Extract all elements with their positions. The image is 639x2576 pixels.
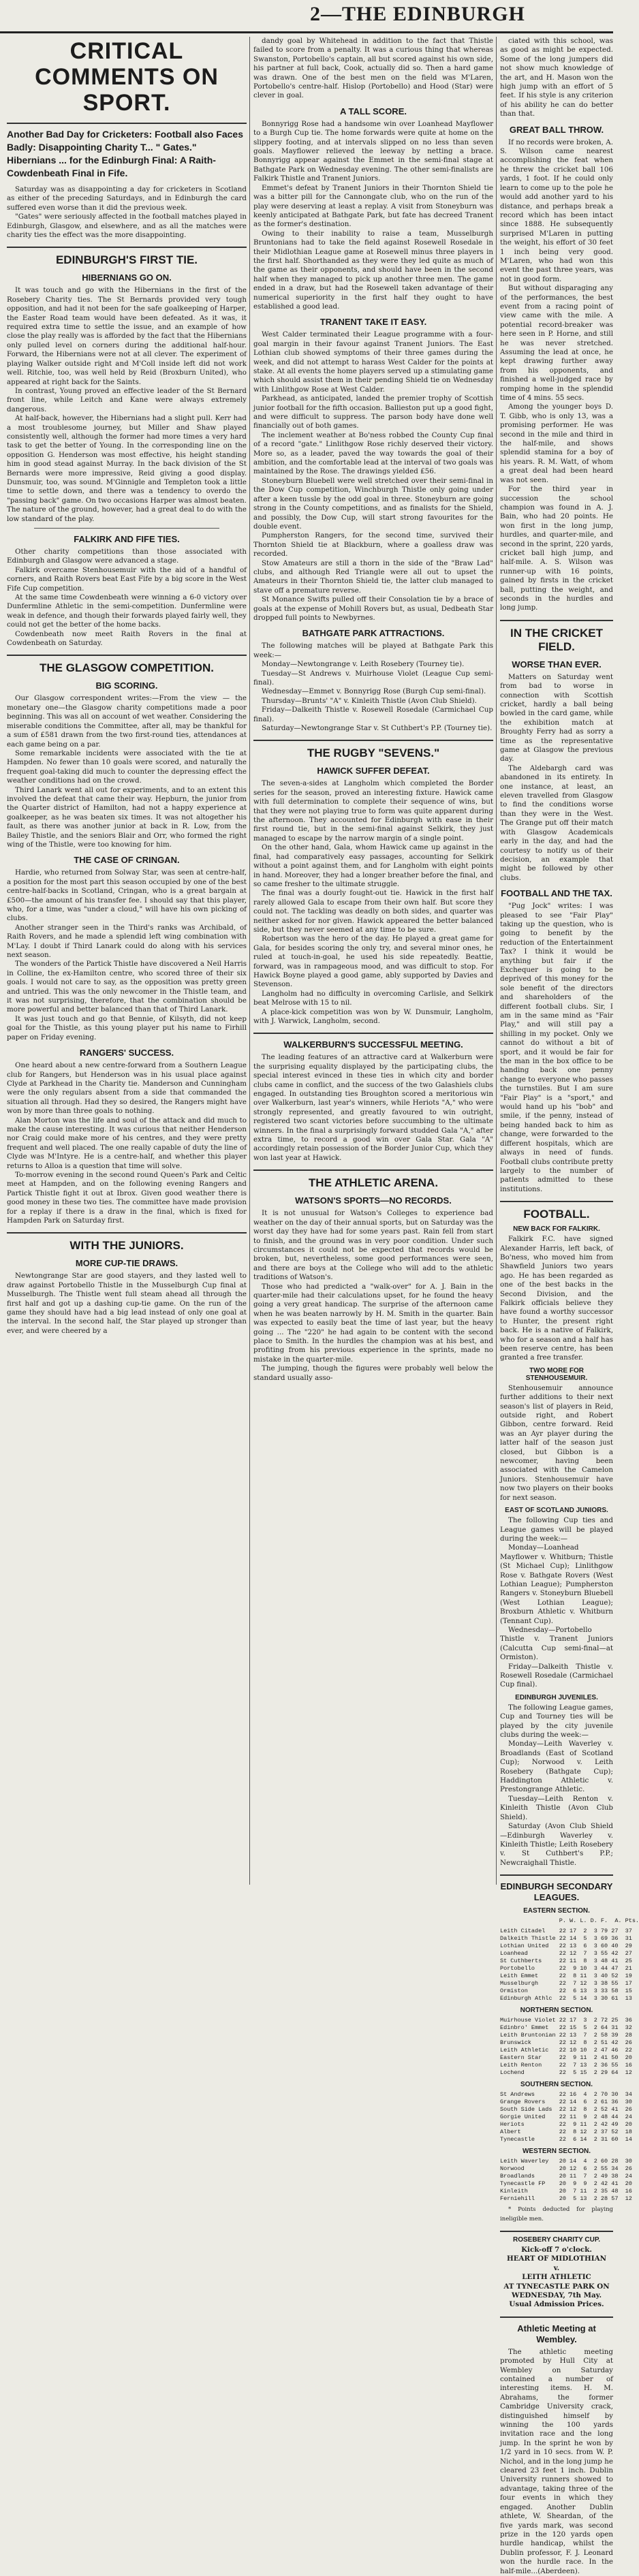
section-rule	[7, 1232, 247, 1234]
league-section-label: EASTERN SECTION.	[523, 1907, 590, 1915]
article-paragraph: Wednesday—Emmet v. Bonnyrigg Rose (Burgh Cup semi-final).	[262, 687, 486, 696]
article-body	[7, 868, 247, 1042]
article-paragraph: The following Cup ties and League games will be played during the week:—	[500, 1516, 613, 1543]
article-paragraph: To-morrow evening in the second round Queen's Park and Celtic meet at Hampden, and on the following evening Rangers and Partick Thistle fight it out at Ibrox. Given good weather there is good money in these two ties. The committee have made provision for a replay if there is a draw in the final, which is fixed for Hampden Park on Saturday first.	[7, 1170, 247, 1225]
section-heading: WITH THE JUNIORS.	[69, 1239, 184, 1253]
league-table	[500, 1928, 632, 2002]
article-body	[7, 548, 247, 648]
article-paragraph: The jumping, though the figures were probably well below the standard usually asso-	[253, 1364, 493, 1382]
article-paragraph: Falkirk F.C. have signed Alexander Harris, left back, of Bo'ness, who moved him from Shawfield Juniors two years ago. He has been regarded as one of the best backs in the Second Division, and the Falkirk officials believe they have found a worthy successor to Hunter, the present right back. He is a native of Falkirk, who for a season and a half has been reserve centre, has been granted a free transfer.	[500, 1235, 613, 1362]
section-heading: FALKIRK AND FIFE TIES.	[74, 534, 180, 544]
article-body	[7, 1061, 247, 1225]
section-rule	[34, 528, 219, 529]
league-row: Lothian United 22 13 6 3 60 40 29	[500, 1943, 632, 1950]
section-subheading: BIG SCORING.	[95, 680, 158, 691]
league-row: Tynecastle FP 20 9 9 2 42 41 20	[500, 2180, 632, 2188]
article-paragraph: The following League games, Cup and Tourney ties will be played by the city juvenile clubs during the week:—	[500, 1703, 613, 1740]
section-subheading: WORSE THAN EVER.	[512, 659, 602, 670]
section-heading: EDINBURGH'S FIRST TIE.	[55, 253, 198, 267]
article-paragraph: Hardie, who returned from Solway Star, was seen at centre-half, a position for the most part this season occupied by one of the best centre-half-backs in Scotland, Cringan, who is a great bargain at £500—the amount of his transfer fee. I should say that this player, who, for a time, was "under a cloud," will have his own picking of clubs.	[7, 868, 247, 923]
article-paragraph: Cowdenbeath now meet Raith Rovers in the final at Cowdenbeath on Saturday.	[7, 629, 247, 648]
article-paragraph: Monday—Newtongrange v. Leith Rosebery (Tourney tie).	[262, 660, 465, 669]
section-heading: FOOTBALL.	[523, 1208, 590, 1221]
section-rule	[500, 620, 613, 621]
league-row: Leith Athletic 22 10 10 2 47 46 22	[500, 2047, 632, 2054]
headline: CRITICAL COMMENTS ON SPORT.	[35, 38, 219, 116]
article-body	[253, 1209, 493, 1383]
section-subheading: NEW BACK FOR FALKIRK.	[513, 1225, 600, 1234]
section-subheading: THE CASE OF CRINGAN.	[74, 855, 180, 866]
article-paragraph: On the other hand, Gala, whom Hawick came up against in the final, had comparatively easy passages, accounting for Selkirk without a point against them, and for Langholm with eight points in hand. Moreover, they had a longer breather before the final, and so came fresher to the ultimate struggle.	[253, 843, 493, 888]
article-paragraph: Wednesday—Portobello Thistle v. Tranent Juniors (Calcutta Cup semi-final—at Ormiston).	[500, 1625, 613, 1662]
article-paragraph: Robertson was the hero of the day. He played a great game for Gala, for besides scoring the only try, and several minor ones, he ruled at touch-in-goal, he used his side repeatedly. Beattie, forward, was in rampageous mood, and was difficult to stop. For Hawick Boyne played a good game, ably supported by Davies and Stevenson.	[253, 934, 493, 989]
advert-body	[500, 2246, 613, 2310]
league-row: Kinleith 20 7 11 2 35 48 16	[500, 2188, 632, 2195]
article-paragraph: Stenhousemuir announce further additions to their next season's list of players in Reid, outside right, and Robert Gibbon, centre forward. Reid was an Ayr player during the latter half of the season just closed, but Gibbon is a newcomer, having been associated with the Camelon Juniors. Stenhousemuir have now two players on their books for next season.	[500, 1383, 613, 1502]
article-paragraph: Tuesday—Leith Renton v. Kinleith Thistle (Avon Club Shield).	[500, 1794, 613, 1821]
league-row: Loanhead 22 12 7 3 55 42 27	[500, 1950, 632, 1958]
league-row: Albert 22 8 12 2 37 52 18	[500, 2129, 632, 2136]
article-body	[500, 1384, 613, 1503]
league-row: Heriots 22 9 11 2 42 49 20	[500, 2121, 632, 2129]
league-table	[500, 2017, 632, 2077]
article-paragraph: "Gates" were seriously affected in the football matches played in Edinburgh, Glasgow, and elsewhere, and as all the matches were charity ties the effect was the more disappointing.	[7, 213, 247, 240]
section-heading: THE ATHLETIC ARENA.	[308, 1176, 439, 1190]
section-heading: THE GLASGOW COMPETITION.	[40, 661, 214, 675]
article-paragraph: Emmet's defeat by Tranent Juniors in their Thornton Shield tie was a bitter pill for the Cannongate club, who on the run of the play were deserving at least a replay. A visit from Stoneyburn was keenly anticipated at Bathgate Park, but fate has decreed Tranent as the former's destination.	[253, 183, 493, 229]
section-subheading: BATHGATE PARK ATTRACTIONS.	[302, 628, 445, 639]
section-subheading: HIBERNIANS GO ON.	[82, 272, 172, 283]
article-paragraph: If no records were broken, A. S. Wilson came nearest accomplishing the feat when he threw the cricket ball 106 yards, 1 foot. If he could only learn to come up to the pole he would add another yard to his distance, and perhaps break a record which has been intact since 1888. He subsequently surprised M'Laren in putting the weight, his effort of 30 feet 1 inch being very good. M'Laren, who had won this event the past three years, was not in good form.	[500, 138, 613, 283]
article-paragraph: Bonnyrigg Rose had a handsome win over Loanhead Mayflower to a Burgh Cup tie. The home forwards were quite at home on the slippery footing, and at intervals slipped on no less than seven goals. Mayflower relieved the leeway by netting a brace. Bonnyrigg appear against the Emmet in the semi-final stage at Bathgate Park on Wednesday evening. The other semi-finalists are Falkirk Thistle and Tranent Juniors.	[253, 119, 493, 183]
league-row: South Side Lads 22 12 8 2 52 41 26	[500, 2106, 632, 2114]
article-paragraph: Third Lanark went all out for experiments, and to an extent this involved the defeat that came their way. Hepburn, the junior from the Quarter district of Hamilton, had not a happy experience at goalkeeper, as he was beaten six times. It was not altogether his fault, as there was another junior at back in R. Low, from the Bailey Thistle, and the seniors Blair and Orr, who formed the right wing of the Thistle, were too knowing for him.	[7, 785, 247, 849]
section-rule	[7, 655, 247, 656]
column-1	[7, 37, 247, 1885]
league-row: Ormiston 22 6 13 3 33 58 15	[500, 1988, 632, 1995]
article-body	[253, 779, 493, 1026]
article-paragraph: Saturday—Newtongrange Star v. St Cuthbert's P.P. (Tourney tie).	[262, 724, 493, 733]
league-row: Leith Emmet 22 8 11 3 40 52 19	[500, 1973, 632, 1980]
section-heading: THE RUGBY "SEVENS."	[307, 747, 440, 760]
section-heading: FOOTBALL AND THE TAX.	[501, 888, 612, 899]
section-heading: IN THE CRICKET FIELD.	[510, 626, 603, 653]
article-body	[7, 286, 247, 524]
article-paragraph: A place-kick competition was won by W. Dunsmuir, Langholm, with J. Warwick, Langholm, second.	[253, 1007, 493, 1025]
league-table	[500, 2158, 632, 2203]
section-rule	[500, 2231, 613, 2232]
article-paragraph: Thursday—Brunts' "A" v. Kinleith Thistle (Avon Club Shield).	[262, 696, 477, 705]
article-paragraph: Our Glasgow correspondent writes:—From the view — the monetary one—the Glasgow charity competitions made a poor beginning. This was all on account of wet weather. Considering the miserable conditions the Committee, after all, may be thankful for a sum of £581 drawn from the two first-round ties, attendances at each game being on a par.	[7, 694, 247, 749]
league-row: St Cuthberts 22 11 8 3 48 41 25	[500, 1958, 632, 1965]
section-subheading: GREAT BALL THROW.	[509, 124, 604, 135]
article-body	[7, 185, 247, 240]
article-paragraph: West Calder terminated their League programme with a four-goal margin in their favour against Tranent Juniors. The East Lothian club showed symptoms of their three games during the week, and did not attempt to harass West Calder for the points at stake. At all events the home players served up a stimulating game which should assist them in their pending Shield tie on Wednesday with Linlithgow Rose at West Calder.	[253, 330, 493, 394]
league-row: Leith Bruntonian 22 13 7 2 58 39 28	[500, 2032, 632, 2039]
article-paragraph: Monday—Loanhead Mayflower v. Whitburn; Thistle (St Michael Cup); Linlithgow Rose v. Bathgate Rovers (West Lothian League); Pumpherston Rangers v. Stoneyburn Bluebell (West Lothian League); Broxburn Athletic v. Whitburn (Tennant Cup).	[500, 1543, 613, 1625]
article-paragraph: At half-back, however, the Hibernians had a slight pull. Kerr had a most troublesome journey, but Miller and Shaw played consistently well, although the former had more times a very hard task to get the better of Young. In the corresponding line on the opposition G. Henderson was most effective, his height standing him in good stead against Murray. In the back division of the St Bernards were more impressive, Reid giving a good display. Dunsmuir, too, was sound. M'Ginnigle and Templeton took a little time to settle down, and there was a tendency to overdo the "passing back" game. On two occasions Harper was almost beaten. The nature of the ground, however, had a great deal to do with the low standard of the play.	[7, 414, 247, 523]
article-paragraph: One heard about a new centre-forward from a Southern League club for Rangers, but Henderson was in his usual place against Clyde at Parkhead in the Charity tie. Manderson and Cunningham were the only regulars absent from a side that commanded the situation all through. Had they so desired, the Rangers might have won by more than three goals to nothing.	[7, 1061, 247, 1116]
section-rule	[253, 1169, 493, 1171]
section-rule	[253, 1033, 493, 1034]
column-3	[500, 37, 639, 2575]
article-paragraph: Parkhead, as anticipated, landed the premier trophy of Scottish junior football for the fifth occasion. Ballieston put up a good fight, and were difficult to suppress. The parson body have done well financially out of both games.	[253, 394, 493, 430]
article-paragraph: Friday—Dalkeith Thistle v. Rosewell Rosedale (Carmichael Cup final).	[253, 706, 493, 723]
article-paragraph: The leading features of an attractive card at Walkerburn were the surprising equality displayed by the participating clubs, the special interest evinced in these ties in which city and border clubs came in conflict, and the success of the two Galashiels clubs engaged. In outstanding ties Broughton scored a meritorious win over Walkerburn, last year's winners, while Heriots "A," who were strongly represented, and greatly favoured to win outright, registered two scant victories before succumbing to the ultimate winners. In the final a surprisingly forward studded Gala "A," after extra time, to record a good win over Gala Star. Gala "A" accordingly retain possession of the Border Junior Cup, which they won last year at Hawick.	[253, 1053, 493, 1162]
article-body	[7, 1272, 247, 1336]
league-row: Edinbro' Emmet 22 15 5 2 64 31 32	[500, 2024, 632, 2032]
league-row: Eastern Star 22 9 11 2 41 50 20	[500, 2054, 632, 2062]
league-row: Broadlands 20 11 7 2 49 38 24	[500, 2173, 632, 2180]
article-body	[500, 902, 613, 1194]
article-paragraph: Tuesday—St Andrews v. Muirhouse Violet (League Cup semi-final).	[253, 669, 493, 687]
league-row: St Andrews 22 16 4 2 70 30 34	[500, 2091, 632, 2099]
article-paragraph: It is not unusual for Watson's Colleges to experience bad weather on the day of their annual sports, but on Saturday was the worst day they have had for some years past. Rain fell from start to finish, and the ground was in very poor condition. Under such circumstances it could not be expected that records would be broken, but, nevertheless, some good performances were seen, and there are boys at the College who will add to the athletic traditions of Watson's.	[253, 1209, 493, 1282]
article-paragraph: Some remarkable incidents were associated with the tie at Hampden. No fewer than 10 goals were scored, and naturally the frequent goal-taking did much to counter the depressing effect the weather conditions had on the crowd.	[7, 749, 247, 785]
article-body	[500, 673, 613, 883]
article-paragraph: Saturday was as disappointing a day for cricketers in Scotland as either of the preceding Saturdays, and in Edinburgh the card suffered even worse than it did the previous week.	[7, 185, 247, 212]
league-note: * Points deducted for playing ineligible men.	[500, 2206, 613, 2222]
section-rule	[500, 1201, 613, 1202]
article-body	[500, 1516, 613, 1690]
article-paragraph: The seven-a-sides at Langholm which completed the Border series for the season, proved an interesting fixture. Hawick came with full determination to complete their sequence of wins, but that they were not playing true to form was quite apparent during the afternoon. They accounted for Edinburgh with ease in their first round tie, but in the semi-final against Selkirk, they just managed to escape by the narrow margin of a single point.	[253, 779, 493, 843]
article-paragraph: Stoneyburn Bluebell were well stretched over their semi-final in the Dow Cup competition, Winchburgh Thistle only going under after a keen tussle by the odd goal in three. Stoneyburn are going strong in the County competitions, and as finalists for the Shield, and possibly, the Dow Cup, will start strong favourites for the double event.	[253, 476, 493, 531]
article-paragraph: Those who had predicted a "walk-over" for A. J. Bain in the quarter-mile had their calculations upset, for he found the heavy going a very great handicap. The surprise of the afternoon came when he was beaten narrowly by H. M. Smith in the quarter. Bain was expected to easily beat the time of last year, but the heavy going ... The "220" he had again to be content with the second place to Smith. In the hurdles the champion was at his best, and profiting from his previous experience in the sprints, made no mistake in the quarter-mile.	[253, 1282, 493, 1364]
advert-line: v.	[553, 2263, 560, 2272]
section-subheading: WATSON'S SPORTS—NO RECORDS.	[295, 1195, 452, 1206]
league-row: Norwood 20 12 6 2 55 34 26	[500, 2165, 632, 2173]
article-body	[500, 2348, 613, 2576]
league-section-label: NORTHERN SECTION.	[520, 2007, 593, 2015]
article-paragraph: The following matches will be played at Bathgate Park this week:—	[253, 642, 493, 659]
league-section-label: SOUTHERN SECTION.	[520, 2081, 593, 2089]
masthead-rule	[0, 31, 613, 33]
league-row: Muirhouse Violet 22 17 3 2 72 25 36	[500, 2017, 632, 2024]
section-subheading: RANGERS' SUCCESS.	[79, 1048, 174, 1058]
section-subheading: HAWICK SUFFER DEFEAT.	[317, 766, 430, 776]
section-subheading: TWO MORE FOR STENHOUSEMUIR.	[525, 1366, 588, 1382]
league-row: Leith Renton 22 7 13 2 36 55 16	[500, 2062, 632, 2069]
article-paragraph: St Monance Swifts pulled off their Consolation tie by a brace of goals at the expense of Mohill Rovers but, as usual, Dedbeath Star dropped full points to Newbyrnes.	[253, 595, 493, 622]
league-row: Tynecastle 22 6 14 2 31 60 14	[500, 2136, 632, 2143]
section-heading: Athletic Meeting at Wembley.	[517, 2323, 596, 2344]
advert-line: HEART OF MIDLOTHIAN	[506, 2255, 607, 2263]
article-body	[500, 1703, 613, 1868]
league-row: Lochend 22 5 15 2 29 64 12	[500, 2069, 632, 2077]
article-paragraph: But without disparaging any of the performances, the best event from a racing point of view came with the mile. A potential record-breaker was here seen in P. Horne, and still he was never stretched. Assuming the lead at once, he kept drawing further away from his opponents, and finished a well-judged race by romping home in the splendid time of 4 mins. 55 secs.	[500, 284, 613, 403]
section-heading: WALKERBURN'S SUCCESSFUL MEETING.	[283, 1039, 463, 1050]
fixture-list	[253, 660, 493, 733]
article-body	[253, 120, 493, 312]
section-rule	[500, 1874, 613, 1876]
section-rule	[253, 740, 493, 741]
article-paragraph: Langholm had no difficulty in overcoming Carlisle, and Selkirk beat Melrose with 15 to nil.	[253, 989, 493, 1007]
article-paragraph: The Aldebargh card was abandoned in its entirety. In one instance, at least, an eleven travelled from Glasgow to find the conditions worse than they were in the West. The Grange put off their match with Glasgow Academicals early in the day, and had the courtesy to notify us of their decision, an example that might be followed by other clubs.	[500, 764, 613, 882]
column-2	[253, 37, 493, 1885]
article-body	[7, 694, 247, 849]
article-paragraph: ciated with this school, was as good as might be expected. Some of the long jumpers did not show much knowledge of the art, and H. Mason won the high jump with an effort of 5 feet. If his style is any criterion of his ability he can do better than that.	[500, 37, 613, 119]
section-heading: EDINBURGH JUVENILES.	[515, 1693, 598, 1701]
article-paragraph: The athletic meeting promoted by Hull City at Wembley on Saturday contained a number of interesting items. H. M. Abrahams, the former Cambridge University crack, distinguished himself by winning the 100 yards invitation race and the long jump. In the sprint he won by 1/2 yard in 10 secs. from W. P. Nichol, and in the long jump he cleared 23 feet 1 inch. Dublin University runners showed to advantage, taking three of the four events in which they engaged. Another Dublin athlete, W. Sheardan, of the five yards mark, was second prize in the 120 yards open hurdle handicap, whilst the Dublin professor, F. J. Leonard won the hurdle race. In the half-mile...(Aberdeen).	[500, 2347, 613, 2575]
article-paragraph: It was just touch and go that Bennie, of Kilsyth, did not keep goal for the Thistle, as this young player put his name to Firhill paper on Friday evening.	[7, 1014, 247, 1041]
article-paragraph: At the same time Cowdenbeath were winning a 6-0 victory over Dunfermline Athletic in the semi-competition. Dunfermline were weak in defence, and though their forwards played fairly well, they could not get the better of the home backs.	[7, 593, 247, 629]
league-row: Edinburgh Athlc 22 5 14 3 30 61 13	[500, 1995, 632, 2002]
advert-line: Kick-off 7 o'clock.	[521, 2245, 592, 2254]
advert-line: AT TYNECASTLE PARK ON WEDNESDAY, 7th May.	[503, 2282, 610, 2299]
article-paragraph: Matters on Saturday went from bad to worse in connection with Scottish cricket, hardly a ball being bowled in the card game, while the exhibition match at Broughty Ferry had as sorry a time as the representative game at Glasgow the previous day.	[500, 672, 613, 764]
section-heading: EAST OF SCOTLAND JUNIORS.	[505, 1507, 608, 1515]
article-paragraph: The wonders of the Partick Thistle have discovered a Neil Harris in Colline, the ex-Hamilton centre, who scored three of their six goals. I would not care to say, as the opposition was pretty green and untried. This was the only newcomer in the Thistle team, and it was not surprising, therefore, that the combination should be more powerful and better balanced than that of Third Lanark.	[7, 960, 247, 1014]
league-table	[500, 2091, 632, 2143]
article-paragraph: In contrast, Young proved an effective leader of the St Bernard front line, while Leitch and Kane were always extremely dangerous.	[7, 386, 247, 413]
article-paragraph: dandy goal by Whitehead in addition to the fact that Thistle failed to score from a penalty. It was a curious thing that whereas Swanston, Portobello's captain, all but scored against his own side, his partner at full back, Cook, actually did so. Then a hard game was drawn. One of the best men on the field was M'Laren, Portobello's centre-half. Hislop (Portobello) and Hood (Star) were clever in goal.	[253, 37, 493, 100]
league-row: Leith Citadel 22 17 2 3 79 27 37	[500, 1928, 632, 1935]
article-body	[500, 138, 613, 613]
article-paragraph: Monday—Leith Waverley v. Broadlands (East of Scotland Cup); Norwood v. Leith Rosebery (Bathgate Cup); Haddington Athletic v. Prestongrange Athletic.	[500, 1740, 613, 1794]
advert-heading: ROSEBERY CHARITY CUP.	[513, 2235, 600, 2244]
headline-rule	[7, 123, 247, 124]
league-row: Dalkeith Thistle 22 14 5 3 69 36 31	[500, 1935, 632, 1943]
article-paragraph: Pumpherston Rangers, for the second time, survived their Thornton Shield tie at Blackburn, where a goalless draw was recorded.	[253, 531, 493, 559]
masthead: 2—THE EDINBURGH	[310, 3, 525, 25]
article-paragraph: Among the younger boys D. T. Gibb, who is only 13, was a promising performer. He was second in the mile and third in the half-mile, and shows splendid stamina for a boy of his years. R. M. Watt, of whom a great deal had been heard was not seen.	[500, 403, 613, 484]
article-body	[500, 37, 613, 119]
article-paragraph: The inclement weather at Bo'ness robbed the County Cup final of a record "gate." Linlithgow Rose richly deserved their victory. More so, as a leader, paved the way towards the goal of their ambition, and the comfortable lead at the interval of two goals was maintained by the Rose. The drawings yielded £56.	[253, 430, 493, 476]
column-divider	[496, 37, 497, 1885]
section-subheading: TRANENT TAKE IT EASY.	[320, 317, 427, 328]
section-subheading: A TALL SCORE.	[340, 106, 407, 116]
column-divider	[249, 37, 250, 1885]
section-rule	[7, 247, 247, 248]
article-paragraph: Another stranger seen in the Third's ranks was Archibald, of Raith Rovers, and he made a splendid left wing combination with M'Lay. I doubt if Third Lanark could do along with his services next season.	[7, 923, 247, 960]
article-body	[253, 1053, 493, 1163]
league-section-label: WESTERN SECTION.	[522, 2148, 591, 2156]
article-paragraph: Newtongrange Star are good stayers, and they lasted well to draw against Portobello Thistle in the Musselburgh Cup final at Musselburgh. The Thistle went full steam ahead all through the first half and got up a dashing cup-tie game. On the run of the game they should have had a big lead instead of only one goal at the interval. In the second half, the Star played up stronger than ever, and were cheered by a	[7, 1272, 247, 1335]
article-body	[253, 37, 493, 101]
league-row: Grange Rovers 22 14 6 2 61 36 30	[500, 2099, 632, 2106]
article-paragraph: It was touch and go with the Hibernians in the first of the Rosebery Charity ties. The St Bernards provided very tough opposition, and had it not been for the safe goalkeeping of Harper, the Easter Road team would have been defeated. As it was, it required extra time to settle the issue, and an example of how close the play really was is afforded by the fact that the Hibernians only pulled level on corners during the additional half-hour. Forward, the Hibernians were not at all clever. The experiment of playing Walker outside right and M'Coll inside left did not work well. Ritchie, too, was well held by Reid (Broxburn United), who appeared at right back for the Saints.	[7, 286, 247, 386]
article-paragraph: Saturday (Avon Club Shield—Edinburgh Waverley v. Kinleith Thistle; Leith Rosebery v. St Cuthbert's P.P.; Newcraighall Thistle.	[500, 1822, 613, 1867]
league-row: Ferniehill 20 5 13 2 28 57 12	[500, 2195, 632, 2203]
article-body	[253, 330, 493, 623]
article-body	[500, 1235, 613, 1363]
league-row: Brunswick 22 12 8 2 51 42 26	[500, 2039, 632, 2047]
article-paragraph: "Pug Jock" writes: I was pleased to see "Fair Play" taking up the question, who is going to benefit by the reduction of the Entertainment Tax? I think it would be anything but fair if the Exchequer is going to be deprived of this money for the sole benefit of the directors and shareholders of the different football clubs. Sir, I am in the same mind as "Fair Play," and will still pay a shilling in my pocket. Only we cannot do without a bit of sport, and it would be fair for the man in the box office to be handing back one penny change to everyone who passes the turnstiles. But I am sure "Fair Play" is a "sport," and would hand up his "bob" and smile, if the penny, instead of being handed back to him as change, were forwarded to the different hospitals, which are always in need of funds. Football clubs contribute pretty largely to the number of patients admitted to these institutions.	[500, 902, 613, 1193]
article-paragraph: Alan Morton was the life and soul of the attack and did much to make the cause interesting. It was curious that neither Henderson nor Craig could make more of his centres, and they were pretty frequent and well placed. The one really capable of duty the line of Clyde was M'Intyre. He is a centre-half, and whether this player returns to Alloa is a question that time will solve.	[7, 1116, 247, 1170]
advert-line: Usual Admission Prices.	[509, 2300, 604, 2309]
article-paragraph: Friday—Dalkeith Thistle v. Rosewell Rosedale (Carmichael Cup final).	[500, 1662, 613, 1689]
article-paragraph: Other charity competitions than those associated with Edinburgh and Glasgow were advanced a stage.	[7, 548, 247, 565]
league-row: Leith Waverley 20 14 4 2 60 28 30	[500, 2158, 632, 2165]
article-paragraph: Falkirk overcame Stenhousemuir with the aid of a handful of corners, and Raith Rovers beat East Fife by a big score in the West Fife Cup competition.	[7, 565, 247, 593]
league-row: Portobello 22 9 10 3 44 47 21	[500, 1965, 632, 1973]
league-table-header: P. W. L. D. F. A. Pts.	[500, 1917, 639, 1925]
league-row: Gorgie United 22 11 9 2 48 44 24	[500, 2114, 632, 2121]
league-row: Musselburgh 22 7 12 3 38 55 17	[500, 1980, 632, 1988]
article-paragraph: Owing to their inability to raise a team, Musselburgh Bruntonians had to take the field against Rosewell Rosedale in their Midlothian League game at Rosewell minus three players in the first half. Shorthanded as they were they led quite as much of the game as their opponents, and should have been in the second half when they managed to pick up another three men. The game ended in a draw, but had the Rosewell taken advantage of their numerical superiority in the first half they ought to have established a good lead.	[253, 229, 493, 311]
section-subheading: MORE CUP-TIE DRAWS.	[75, 1258, 178, 1269]
headline-deck: Another Bad Day for Cricketers: Football also Faces Badly: Disappointing Charity T... " Gates." Hibernians ... for the Edinburgh Final: A Raith-Cowdenbeath Final in Fife.	[7, 129, 243, 178]
article-paragraph: Stow Amateurs are still a thorn in the side of the "Braw Lad" clubs, and although Red Triangle were all out to upset the Amateurs in their Thornton Shield tie, the latter club managed to stave off a premature reverse.	[253, 559, 493, 595]
league-table-heading: EDINBURGH SECONDARY LEAGUES.	[500, 1881, 613, 1903]
article-paragraph: The final was a dourly fought-out tie. Hawick in the first half rarely allowed Gala to escape from their own half. But score they could not. The tackling was deadly on both sides, and quarter was neither asked for nor given. Hawick appeared the better balanced side, but they never seemed at any time to be sure.	[253, 889, 493, 934]
section-rule	[500, 2316, 613, 2318]
advert-line: LEITH ATHLETIC	[522, 2273, 591, 2282]
article-paragraph: For the third year in succession the school champion was found in A. J. Bain, who had 20 points. He won first in the long jump, hurdles, and quarter-mile, and second in the sprint, 220 yards, cricket ball high jump, and half-mile. A. S. Wilson was runner-up with 16 points, gained by firsts in the cricket ball, putting the weight, and seconds in the hurdles and long jump.	[500, 485, 613, 612]
